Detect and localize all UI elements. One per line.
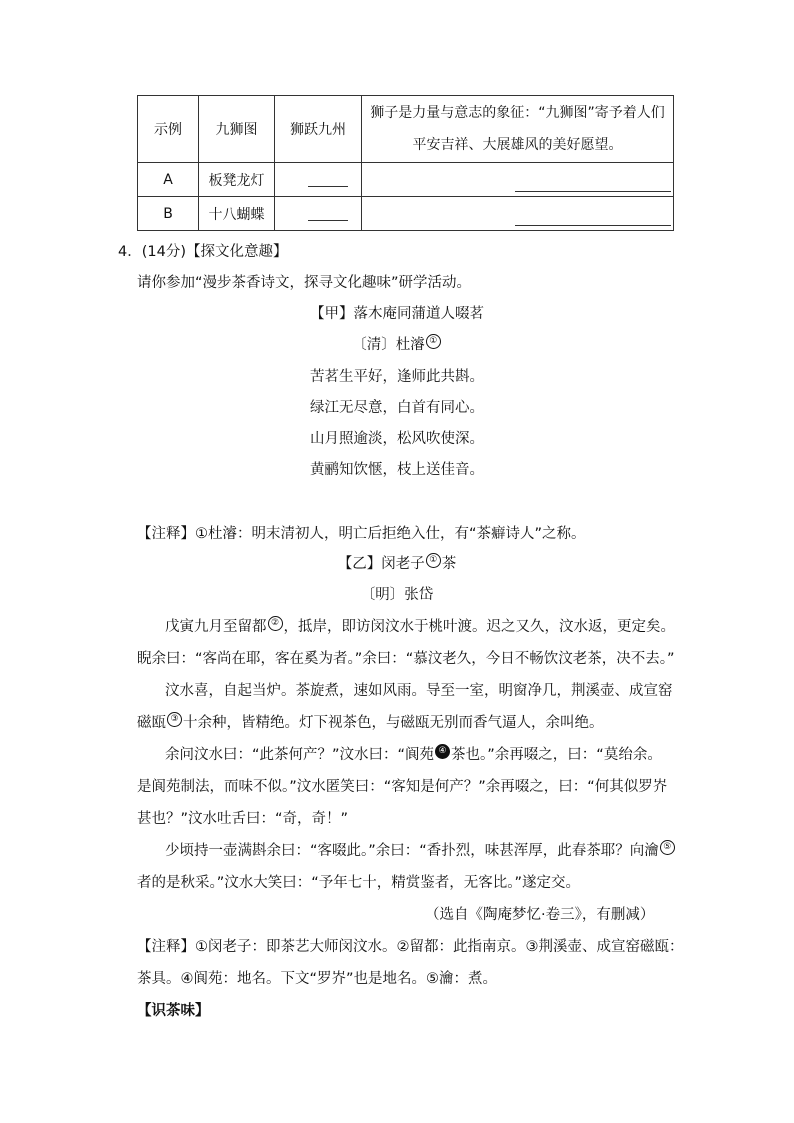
answer-blank-cell[interactable] [275, 197, 362, 231]
note-marker: ① [426, 334, 441, 349]
text: ，抵岸，即访闵汶水于桃叶渡。迟之又久，汶水返，更定矣。 [283, 619, 675, 635]
note-marker: ④ [435, 744, 450, 759]
prose-line: 者的是秋采。”汶水大笑曰：“予年七十，精赏鉴者，无客比。”遂定交。 [137, 875, 581, 891]
poem-line: 黄鹂知饮惬，枝上送佳音。 [310, 462, 484, 478]
text: 余问汶水曰：“此茶何产？”汶水曰：“阆苑 [165, 747, 435, 763]
prose-yi-note: 茶具。④阆苑：地名。下文“罗岕”也是地名。⑤瀹：煮。 [137, 971, 498, 987]
note-marker: ③ [167, 712, 182, 727]
table-cell: 板凳龙灯 [199, 163, 275, 197]
prose-line [137, 711, 604, 732]
text: 十余种，皆精绝。灯下视茶色，与磁瓯无别而香气逼人，余叫绝。 [183, 715, 604, 731]
answer-blank-cell[interactable] [275, 163, 362, 197]
title-text: 茶 [441, 556, 457, 572]
note-marker: ② [268, 616, 283, 631]
poem-line: 绿江无尽意，白首有同心。 [310, 400, 484, 416]
table-row [138, 163, 674, 197]
question-4-intro: 请你参加“漫步茶香诗文，探寻文化趣味”研学活动。 [137, 275, 472, 291]
question-4-header: 4．(14分)【探文化意趣】 [118, 244, 288, 260]
answer-blank[interactable] [515, 211, 671, 226]
table-cell: 十八蝴蝶 [199, 197, 275, 231]
title-text: 【乙】闵老子 [337, 556, 425, 572]
text: 少顷持一壶满斟余曰：“客啜此。”余曰：“香扑烈，味甚浑厚，此春茶耶？向瀹 [165, 843, 659, 859]
table-cell: 狮子是力量与意志的象征：“九狮图”寄予着人们平安吉祥、大展雄风的美好愿望。 [362, 96, 674, 163]
pattern-table [137, 95, 674, 231]
table-cell: 九狮图 [199, 96, 275, 163]
author-text: 〔清〕杜濬 [352, 337, 425, 353]
poem-jia-note: 【注释】①杜濬：明末清初人，明亡后拒绝入仕，有“茶癖诗人”之称。 [137, 526, 586, 542]
answer-blank-cell[interactable] [362, 197, 674, 231]
text: 磁瓯 [137, 715, 166, 731]
prose-line [165, 615, 675, 636]
prose-source: （选自《陶庵梦忆·卷三》，有删减） [425, 907, 655, 923]
poem-jia-title: 【甲】落木庵同蒲道人啜茗 [310, 306, 484, 322]
note-marker: ① [426, 553, 441, 568]
prose-line: 是阆苑制法，而味不似。”汶水匿笑曰：“客知是何产？”余再啜之，曰：“何其似罗岕 [137, 779, 668, 795]
prose-line [165, 839, 676, 860]
prose-line: 睨余曰：“客尚在耶，客在奚为者。”余曰：“慕汶老久，今日不畅饮汶老茶，决不去。” [137, 651, 675, 667]
table-cell: 狮跃九州 [275, 96, 362, 163]
poem-line: 苦茗生平好，逢师此共斟。 [310, 369, 484, 385]
poem-line: 山月照逾淡，松风吹使深。 [310, 431, 484, 447]
prose-yi-title [0, 552, 794, 573]
answer-blank[interactable] [308, 206, 348, 221]
answer-blank[interactable] [308, 172, 348, 187]
prose-yi-author: 〔明〕张岱 [360, 587, 434, 603]
prose-line [165, 743, 662, 764]
prose-line: 汶水喜，自起当炉。茶旋煮，速如风雨。导至一室，明窗净几，荆溪壶、成宣窑 [165, 683, 673, 699]
prose-line: 甚也？”汶水吐舌曰：“奇，奇！” [137, 811, 349, 827]
section-heading: 【识茶味】 [137, 1003, 210, 1019]
table-cell: A [138, 163, 199, 197]
prose-yi-note: 【注释】①闵老子：即茶艺大师闵汶水。②留都：此指南京。③荆溪壶、成宣窑磁瓯： [137, 939, 684, 955]
answer-blank-cell[interactable] [362, 163, 674, 197]
text: 戊寅九月至留都 [165, 619, 267, 635]
poem-jia-author [0, 333, 794, 354]
answer-blank[interactable] [515, 177, 671, 192]
table-row [138, 96, 674, 163]
table-cell: 示例 [138, 96, 199, 163]
text: 茶也。”余再啜之，曰：“莫绐余。 [451, 747, 662, 763]
note-marker: ⑤ [660, 840, 675, 855]
table-cell: B [138, 197, 199, 231]
table-row [138, 197, 674, 231]
